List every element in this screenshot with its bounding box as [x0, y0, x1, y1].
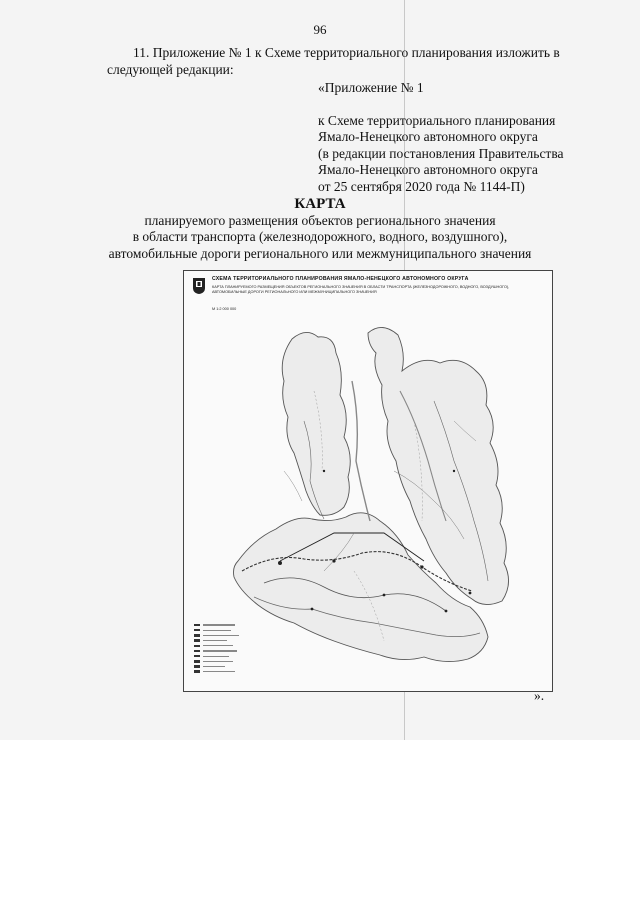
caption-title: КАРТА [294, 196, 346, 212]
appendix-line-5: от 25 сентября 2020 года № 1144-П) [318, 178, 525, 194]
caption-line-2: в области транспорта (железнодорожного, водного, воздушного), [132, 229, 508, 244]
appendix-header [318, 80, 618, 195]
caption-line-1: планируемого размещения объектов регионального значения [144, 212, 496, 228]
appendix-line-3: (в редакции постановления Правительства [318, 145, 564, 161]
page-number: 96 [313, 22, 327, 37]
closing-quote: ». [534, 688, 545, 703]
map-subtitle: КАРТА ПЛАНИРУЕМОГО РАЗМЕЩЕНИЯ ОБЪЕКТОВ РЕГИОНАЛЬНОГО ЗНАЧЕНИЯ В ОБЛАСТИ ТРАНСПОРТА (ЖЕЛЕЗНОДОРОЖНОГО, ВОДНОГО, ВОЗДУШНОГО), АВТОМОБИЛЬНЫЕ ДОРОГИ РЕГИОНАЛЬНОГО ИЛИ МЕЖМУНИЦИПАЛЬНОГО ЗНАЧЕНИЯ [212, 285, 510, 294]
appendix-heading: «Приложение № 1 [318, 80, 424, 95]
paragraph-line-2: следующей редакции: [107, 62, 234, 77]
map-figure [183, 270, 553, 692]
appendix-line-4: Ямало-Ненецкого автономного округа [318, 162, 538, 177]
map-scale: М 1:2 000 000 [212, 307, 237, 311]
map-title: СХЕМА ТЕРРИТОРИАЛЬНОГО ПЛАНИРОВАНИЯ ЯМАЛО-НЕНЕЦКОГО АВТОНОМНОГО ОКРУГА [212, 276, 469, 282]
paragraph-line-1: 11. Приложение № 1 к Схеме территориального планирования изложить в [133, 45, 560, 60]
caption-line-3: автомобильные дороги регионального или межмуниципального значения [108, 245, 532, 261]
amendment-paragraph [107, 44, 597, 78]
appendix-line-2: Ямало-Ненецкого автономного округа [318, 129, 538, 144]
appendix-line-1: к Схеме территориального планирования [318, 112, 556, 128]
map-legend [194, 623, 374, 685]
map-caption [0, 196, 640, 262]
